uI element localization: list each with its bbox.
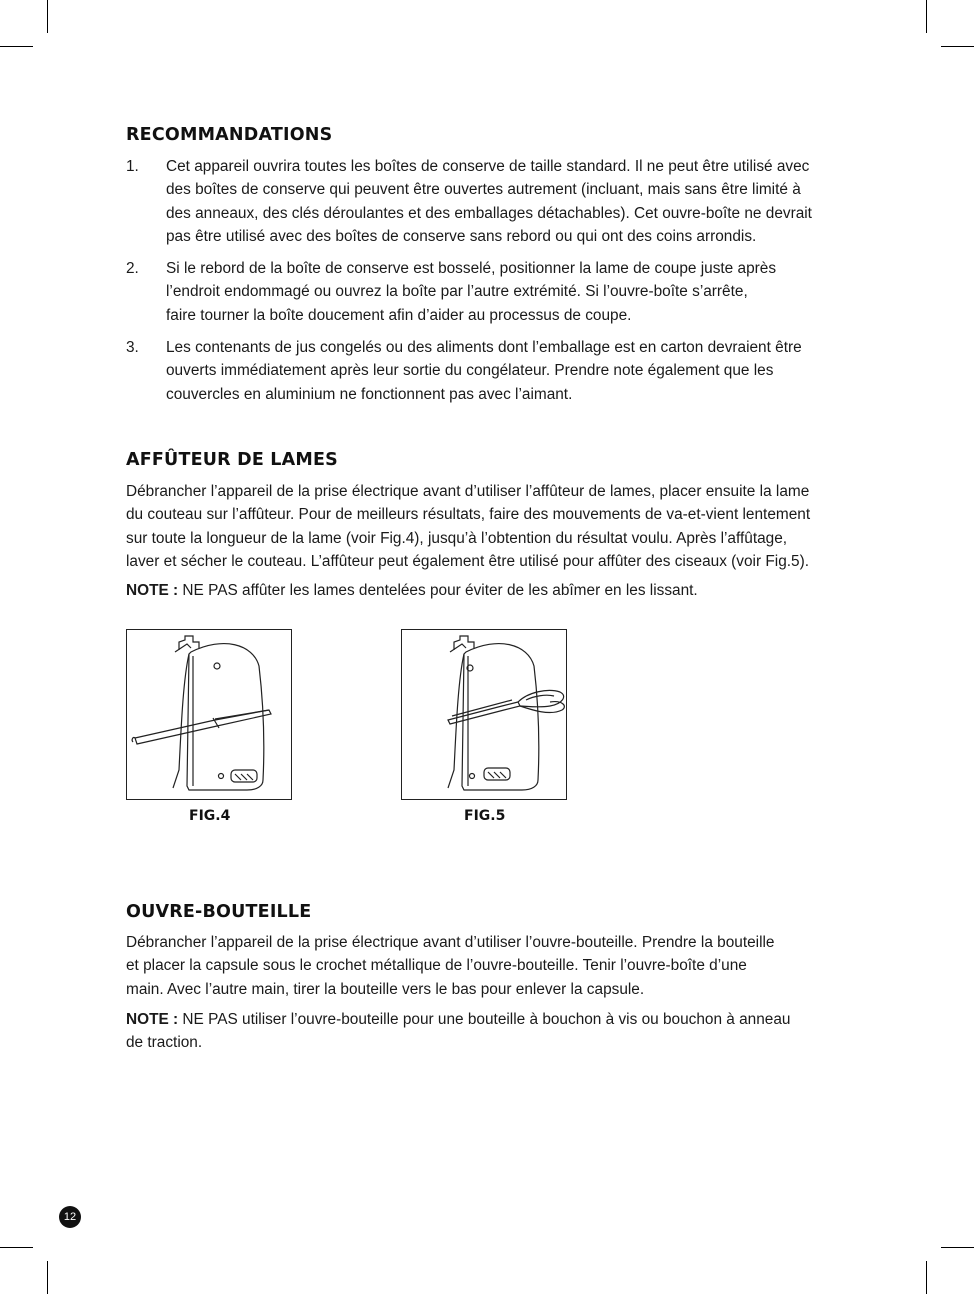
- paragraph-line: sur toute la longueur de la lame (voir Fig.4), jusqu’à l’obtention du résultat voulu. Après l’affûtage,: [126, 529, 788, 547]
- paragraph-line: Débrancher l’appareil de la prise électrique avant d’utiliser l’ouvre-bouteille. Prendre la bouteille: [126, 934, 775, 951]
- note-text-line: NE PAS utiliser l’ouvre-bouteille pour une bouteille à bouchon à vis ou bouchon à anneau: [178, 1011, 791, 1028]
- crop-mark-top-left-v: [47, 0, 48, 33]
- paragraph-line: du couteau sur l’affûteur. Pour de meilleurs résultats, faire des mouvements de va-et-vient lentement: [126, 506, 811, 524]
- list-item: [126, 257, 848, 327]
- item-number: 1.: [126, 158, 139, 175]
- ouvre-bouteille-heading: OUVRE-BOUTEILLE: [126, 902, 312, 922]
- paragraph-line: et placer la capsule sous le crochet métallique de l’ouvre-bouteille. Tenir l’ouvre-boîte d’une: [126, 957, 747, 975]
- item-line: Cet appareil ouvrira toutes les boîtes de conserve de taille standard. Il ne peut être utilisé avec: [166, 158, 810, 175]
- crop-mark-bottom-left-h: [0, 1247, 33, 1248]
- note-label: NOTE :: [126, 1011, 179, 1028]
- affuteur-heading: AFFÛTEUR DE LAMES: [126, 450, 338, 470]
- note-label: NOTE :: [126, 582, 179, 599]
- affuteur-note: [126, 579, 848, 602]
- fig4-illustration: [126, 629, 292, 800]
- scissors-sharpening-illustration: [402, 630, 568, 801]
- crop-mark-top-left-h: [0, 46, 33, 47]
- knife-sharpening-illustration: [127, 630, 293, 801]
- item-line: Si le rebord de la boîte de conserve est bosselé, positionner la lame de coupe juste après: [166, 260, 777, 278]
- paragraph-line: laver et sécher le couteau. L’affûteur peut également être utilisé pour affûter des ciseaux (voir Fig.5).: [126, 552, 809, 570]
- paragraph-line: Débrancher l’appareil de la prise électrique avant d’utiliser l’affûteur de lames, placer ensuite la lame: [126, 483, 810, 500]
- crop-mark-bottom-left-v: [47, 1261, 48, 1294]
- paragraph-line: main. Avec l’autre main, tirer la bouteille vers le bas pour enlever la capsule.: [126, 980, 645, 998]
- item-line: des boîtes de conserve qui peuvent être ouvertes autrement (incluant, mais sans être limité à: [166, 181, 801, 199]
- crop-mark-bottom-right-h: [941, 1247, 974, 1248]
- note-text: NE PAS affûter les lames dentelées pour éviter de les abîmer en les lissant.: [178, 582, 698, 599]
- list-item: [126, 336, 848, 406]
- item-line: pas être utilisé avec des boîtes de conserve sans rebord ou qui ont des coins arrondis.: [166, 227, 757, 245]
- item-line: l’endroit endommagé ou ouvrez la boîte par l’autre extrémité. Si l’ouvre-boîte s’arrête,: [166, 283, 748, 301]
- list-item: [126, 155, 848, 248]
- note-text-line: de traction.: [126, 1034, 203, 1052]
- item-number: 3.: [126, 339, 139, 357]
- item-line: faire tourner la boîte doucement afin d’aider au processus de coupe.: [166, 306, 632, 324]
- recommandations-heading: RECOMMANDATIONS: [126, 125, 333, 145]
- fig5-illustration: [401, 629, 567, 800]
- fig5-caption: FIG.5: [464, 808, 506, 824]
- item-line: des anneaux, des clés déroulantes et des emballages détachables). Cet ouvre-boîte ne devrait: [166, 204, 812, 222]
- ouvre-bouteille-paragraph: [126, 931, 848, 1001]
- crop-mark-top-right-v: [926, 0, 927, 33]
- fig4-caption: FIG.4: [189, 808, 231, 824]
- item-line: Les contenants de jus congelés ou des aliments dont l’emballage est en carton devraient être: [166, 339, 802, 357]
- page-number-badge: 12: [59, 1206, 81, 1228]
- affuteur-paragraph: [126, 480, 848, 573]
- crop-mark-bottom-right-v: [926, 1261, 927, 1294]
- item-line: ouverts immédiatement après leur sortie du congélateur. Prendre note également que les: [166, 362, 774, 380]
- ouvre-bouteille-note: [126, 1008, 848, 1055]
- crop-mark-top-right-h: [941, 46, 974, 47]
- recommandations-list: [126, 155, 848, 415]
- item-number: 2.: [126, 260, 139, 278]
- item-line: couvercles en aluminium ne fonctionnent pas avec l’aimant.: [166, 385, 573, 403]
